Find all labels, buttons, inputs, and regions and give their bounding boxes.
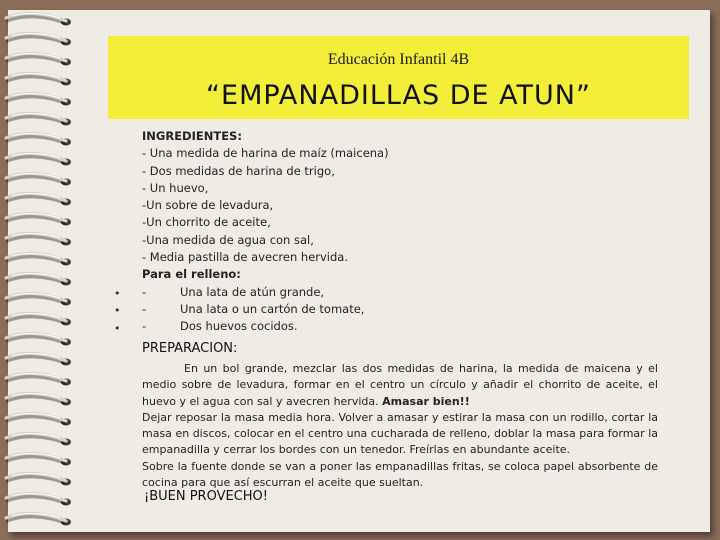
filling-heading: Para el relleno:: [142, 267, 241, 282]
filling-item: [142, 284, 662, 301]
preparation-heading: PREPARACION:: [142, 341, 238, 356]
spiral-ring: [6, 133, 71, 145]
spiral-ring: [6, 313, 71, 325]
filling-item-text: Una lata o un cartón de tomate,: [180, 301, 365, 316]
bullet-1: •: [114, 287, 121, 300]
spiral-ring: [6, 213, 71, 225]
ingredient-item: - Un huevo,: [142, 180, 209, 195]
spiral-ring: [6, 53, 71, 65]
filling-item: [142, 301, 662, 318]
bullet-3: •: [114, 321, 121, 335]
spiral-ring: [6, 253, 71, 265]
ingredient-item: - Una medida de harina de maíz (maicena): [142, 146, 389, 161]
class-label: Educación Infantil 4B: [327, 51, 470, 68]
filling-item-text: Dos huevos cocidos.: [180, 319, 298, 334]
preparation-paragraph-3: Sobre la fuente donde se van a poner las empanadillas fritas, se coloca papel absorbente de cocina para que así escurran el aceite que sueltan.: [142, 459, 658, 490]
filling-dash: -: [142, 301, 147, 316]
spiral-ring: [6, 473, 71, 485]
spiral-ring: [6, 233, 71, 245]
spiral-ring: [6, 73, 71, 85]
bullet-column: [114, 285, 121, 337]
preparation-paragraph-2: Dejar reposar la masa media hora. Volver a amasar y estirar la masa con un rodillo, cortar la masa en discos, colocar en el centro una cucharada de relleno, doblar la masa para formar la empanadilla y cerrar los bordes con un tenedor. Freírlas en abundante aceite.: [142, 410, 658, 457]
preparation-section: [142, 361, 658, 491]
spiral-ring: [6, 453, 71, 465]
spiral-ring: [6, 173, 71, 185]
spiral-ring: [6, 393, 71, 405]
spiral-ring: [6, 493, 71, 505]
ingredient-item: -Una medida de agua con sal,: [142, 232, 314, 247]
spiral-ring: [6, 413, 71, 425]
spiral-ring: [6, 153, 71, 165]
recipe-title: “EMPANADILLAS DE ATUN”: [206, 80, 591, 111]
ingredient-item: - Dos medidas de harina de trigo,: [142, 163, 335, 178]
spiral-ring: [6, 373, 71, 385]
closing-message: ¡BUEN PROVECHO!: [144, 489, 268, 504]
filling-dash: -: [142, 319, 147, 334]
ingredient-item: - Media pastilla de avecren hervida.: [142, 250, 349, 265]
spiral-ring: [6, 433, 71, 445]
filling-item-text: Una lata de atún grande,: [180, 284, 325, 299]
spiral-binding: [0, 10, 80, 535]
preparation-paragraph-1: [142, 361, 658, 410]
preparation-emphasis: Amasar bien!!: [382, 394, 470, 408]
spiral-ring: [6, 333, 71, 345]
spiral-ring: [6, 93, 71, 105]
preparation-text: En un bol grande, mezclar las dos medidas de harina, la medida de maicena y el medio sobre de levadura, formar en el centro un círculo y añadir el chorrito de aceite, el huevo y el agua con sal y avecren hervida.: [142, 362, 658, 408]
bullet-2: •: [114, 304, 121, 318]
ingredient-item: -Un chorrito de aceite,: [142, 215, 271, 230]
spiral-ring: [6, 13, 71, 25]
spiral-ring: [6, 353, 71, 365]
spiral-ring: [6, 293, 71, 305]
spiral-ring: [6, 33, 71, 45]
ingredients-section: [142, 128, 662, 336]
title-banner: [108, 36, 689, 119]
ingredient-item: -Un sobre de levadura,: [142, 198, 274, 213]
filling-dash: -: [142, 284, 147, 299]
filling-item: [142, 318, 662, 335]
spiral-ring: [6, 513, 71, 525]
ingredients-heading: INGREDIENTES:: [142, 129, 242, 143]
spiral-ring: [6, 113, 71, 125]
spiral-ring: [6, 273, 71, 285]
spiral-ring: [6, 193, 71, 205]
